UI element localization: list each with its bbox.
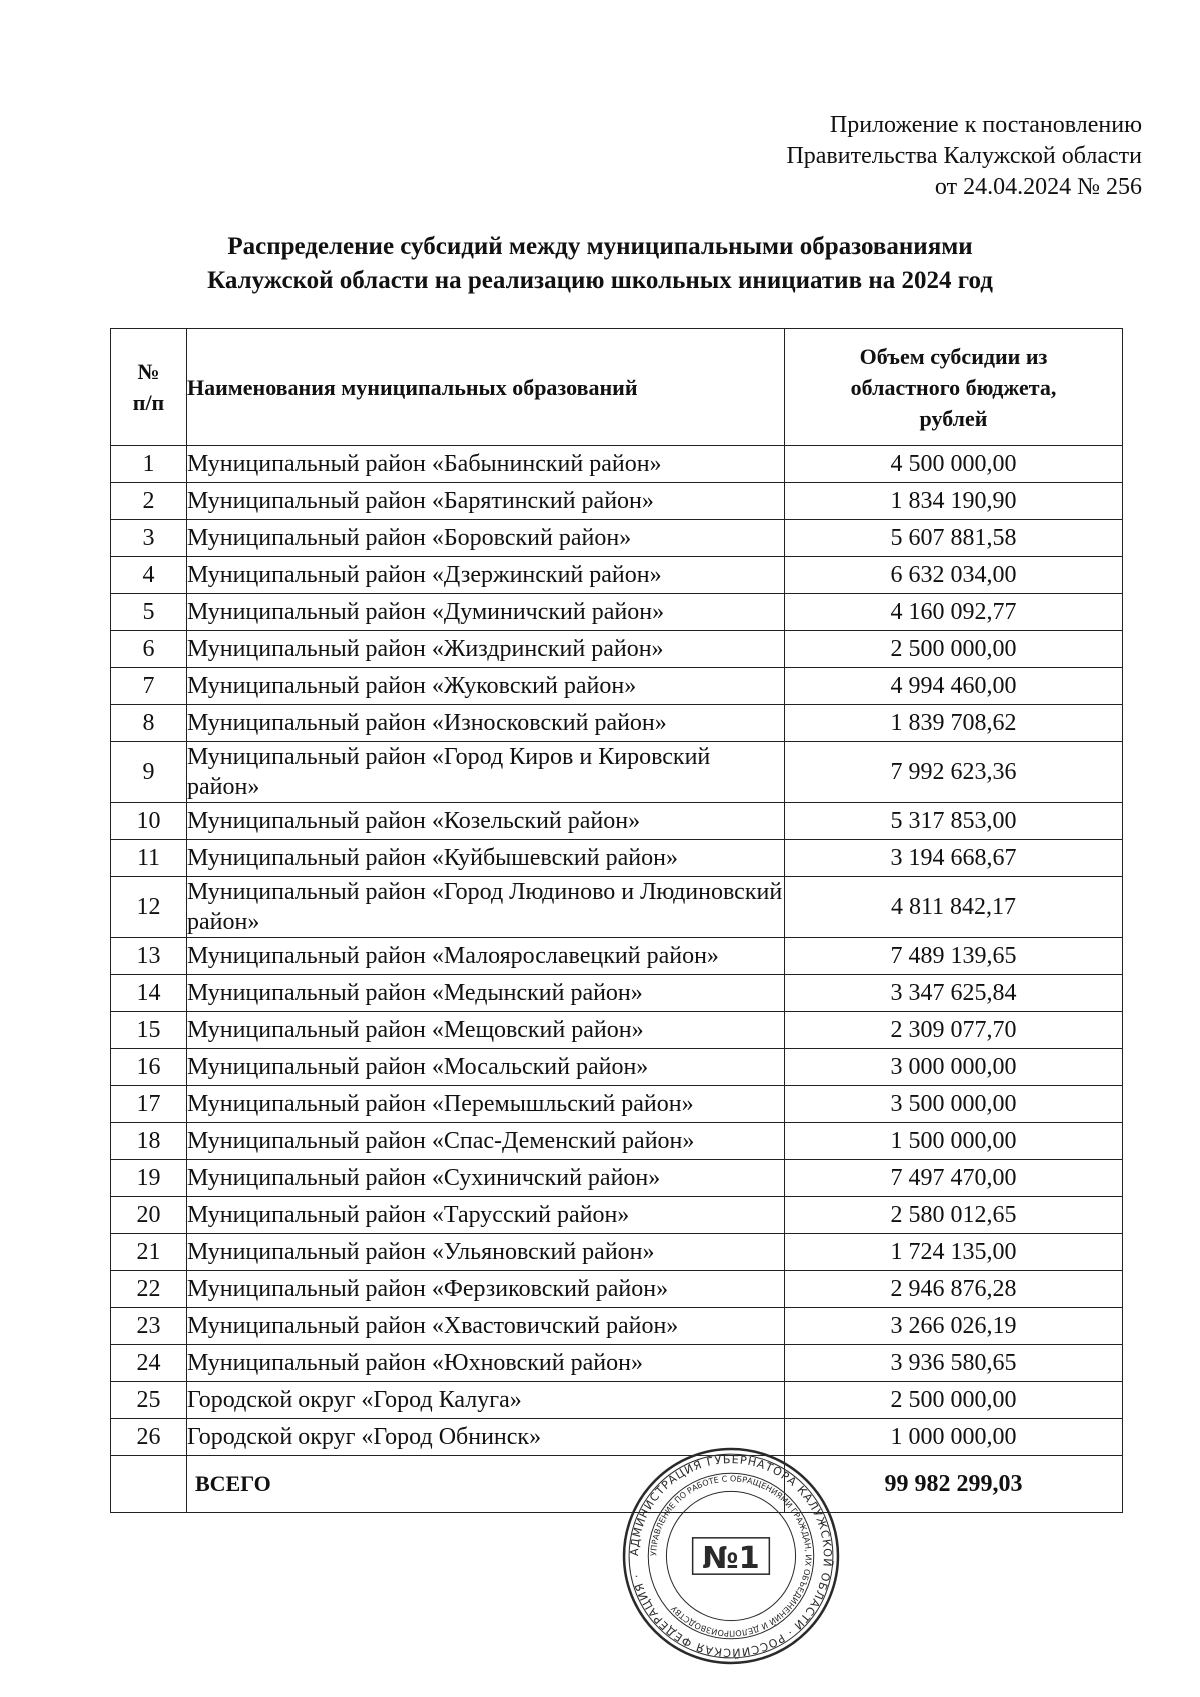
table-row	[111, 1382, 1123, 1419]
table-row	[111, 1086, 1123, 1123]
row-municipality: Муниципальный район «Жуковский район»	[187, 668, 785, 705]
row-amount: 1 724 135,00	[785, 1234, 1123, 1271]
row-municipality: Муниципальный район «Город Киров и Кировский район»	[187, 742, 785, 803]
table-row	[111, 877, 1123, 938]
row-municipality: Муниципальный район «Медынский район»	[187, 975, 785, 1012]
row-amount: 5 317 853,00	[785, 803, 1123, 840]
table-row	[111, 557, 1123, 594]
row-amount: 7 497 470,00	[785, 1160, 1123, 1197]
row-number: 8	[111, 705, 187, 742]
seal-inner-textpath: УПРАВЛЕНИЕ ПО РАБОТЕ С ОБРАЩЕНИЯМИ ГРАЖДАН, ИХ ОБЪЕДИНЕНИЙ И ДЕЛОПРОИЗВОДСТВУ	[649, 1474, 813, 1638]
table-row	[111, 520, 1123, 557]
row-number: 15	[111, 1012, 187, 1049]
row-amount: 1 834 190,90	[785, 483, 1123, 520]
row-amount: 7 992 623,36	[785, 742, 1123, 803]
header-number	[111, 329, 187, 446]
table-row	[111, 1197, 1123, 1234]
total-number	[111, 1456, 187, 1513]
row-municipality: Муниципальный район «Боровский район»	[187, 520, 785, 557]
header-name: Наименования муниципальных образований	[187, 329, 785, 446]
header-number-line-1: №	[137, 359, 160, 384]
row-amount: 2 580 012,65	[785, 1197, 1123, 1234]
row-number: 16	[111, 1049, 187, 1086]
row-number: 19	[111, 1160, 187, 1197]
row-number: 6	[111, 631, 187, 668]
appendix-line-3: от 24.04.2024 № 256	[934, 174, 1142, 200]
row-number: 9	[111, 742, 187, 803]
row-number: 7	[111, 668, 187, 705]
header-amount	[785, 329, 1123, 446]
row-amount: 2 309 077,70	[785, 1012, 1123, 1049]
row-municipality: Городской округ «Город Калуга»	[187, 1382, 785, 1419]
row-municipality: Муниципальный район «Козельский район»	[187, 803, 785, 840]
row-number: 12	[111, 877, 187, 938]
row-municipality: Муниципальный район «Барятинский район»	[187, 483, 785, 520]
row-amount: 3 500 000,00	[785, 1086, 1123, 1123]
row-amount: 4 811 842,17	[785, 877, 1123, 938]
row-number: 22	[111, 1271, 187, 1308]
row-number: 25	[111, 1382, 187, 1419]
row-municipality: Муниципальный район «Бабынинский район»	[187, 446, 785, 483]
table-row	[111, 1160, 1123, 1197]
subsidies-table	[110, 328, 1123, 1513]
row-number: 17	[111, 1086, 187, 1123]
row-amount: 3 000 000,00	[785, 1049, 1123, 1086]
seal-number: №1	[702, 1541, 760, 1577]
row-municipality: Муниципальный район «Дзержинский район»	[187, 557, 785, 594]
row-number: 4	[111, 557, 187, 594]
row-municipality: Муниципальный район «Тарусский район»	[187, 1197, 785, 1234]
table-row	[111, 705, 1123, 742]
row-amount: 1 839 708,62	[785, 705, 1123, 742]
row-municipality: Муниципальный район «Ульяновский район»	[187, 1234, 785, 1271]
total-row	[111, 1456, 1123, 1513]
total-label: ВСЕГО	[187, 1456, 785, 1513]
table-row	[111, 594, 1123, 631]
row-amount: 2 500 000,00	[785, 1382, 1123, 1419]
row-amount: 4 994 460,00	[785, 668, 1123, 705]
appendix-line-2: Правительства Калужской области	[786, 143, 1142, 169]
row-municipality: Муниципальный район «Ферзиковский район»	[187, 1271, 785, 1308]
row-number: 23	[111, 1308, 187, 1345]
document-title	[0, 230, 1200, 298]
row-number: 1	[111, 446, 187, 483]
row-municipality: Муниципальный район «Перемышльский район»	[187, 1086, 785, 1123]
row-number: 21	[111, 1234, 187, 1271]
appendix-header	[786, 110, 1142, 203]
table-row	[111, 1234, 1123, 1271]
row-municipality: Муниципальный район «Хвастовичский район»	[187, 1308, 785, 1345]
row-amount: 2 946 876,28	[785, 1271, 1123, 1308]
row-number: 14	[111, 975, 187, 1012]
table-row	[111, 840, 1123, 877]
row-number: 20	[111, 1197, 187, 1234]
row-municipality: Муниципальный район «Мещовский район»	[187, 1012, 785, 1049]
table-row	[111, 975, 1123, 1012]
row-number: 10	[111, 803, 187, 840]
row-municipality: Муниципальный район «Износковский район»	[187, 705, 785, 742]
row-number: 11	[111, 840, 187, 877]
row-amount: 4 500 000,00	[785, 446, 1123, 483]
row-municipality: Городской округ «Город Обнинск»	[187, 1419, 785, 1456]
row-number: 5	[111, 594, 187, 631]
header-amount-line-3: рублей	[919, 405, 988, 431]
row-municipality: Муниципальный район «Спас-Деменский район»	[187, 1123, 785, 1160]
appendix-line-1: Приложение к постановлению	[829, 112, 1142, 138]
table-row	[111, 631, 1123, 668]
row-number: 24	[111, 1345, 187, 1382]
row-amount: 1 000 000,00	[785, 1419, 1123, 1456]
official-seal	[620, 1445, 842, 1667]
row-amount: 1 500 000,00	[785, 1123, 1123, 1160]
row-municipality: Муниципальный район «Юхновский район»	[187, 1345, 785, 1382]
row-number: 13	[111, 938, 187, 975]
row-amount: 3 347 625,84	[785, 975, 1123, 1012]
table-row	[111, 1049, 1123, 1086]
row-municipality: Муниципальный район «Жиздринский район»	[187, 631, 785, 668]
header-number-line-2: п/п	[132, 390, 165, 415]
row-municipality: Муниципальный район «Куйбышевский район»	[187, 840, 785, 877]
table-row	[111, 803, 1123, 840]
row-amount: 7 489 139,65	[785, 938, 1123, 975]
title-line-2: Калужской области на реализацию школьных инициатив на 2024 год	[207, 267, 993, 294]
row-municipality: Муниципальный район «Думиничский район»	[187, 594, 785, 631]
row-municipality: Муниципальный район «Малоярославецкий район»	[187, 938, 785, 975]
row-number: 3	[111, 520, 187, 557]
table-row	[111, 1271, 1123, 1308]
table-row	[111, 483, 1123, 520]
row-amount: 2 500 000,00	[785, 631, 1123, 668]
table-row	[111, 1012, 1123, 1049]
total-amount: 99 982 299,03	[785, 1456, 1123, 1513]
table-row	[111, 668, 1123, 705]
row-amount: 4 160 092,77	[785, 594, 1123, 631]
table-header-row	[111, 329, 1123, 446]
row-number: 2	[111, 483, 187, 520]
header-amount-line-2: областного бюджета,	[850, 374, 1057, 400]
row-amount: 3 266 026,19	[785, 1308, 1123, 1345]
row-amount: 3 936 580,65	[785, 1345, 1123, 1382]
row-municipality: Муниципальный район «Мосальский район»	[187, 1049, 785, 1086]
table-row	[111, 1345, 1123, 1382]
title-line-1: Распределение субсидий между муниципальными образованиями	[227, 233, 973, 260]
table-row	[111, 1308, 1123, 1345]
table-row	[111, 1123, 1123, 1160]
seal-outer-textpath: АДМИНИСТРАЦИЯ ГУБЕРНАТОРА КАЛУЖСКОЙ ОБЛАСТИ · РОССИЙСКАЯ ФЕДЕРАЦИЯ ·	[628, 1453, 834, 1659]
table-row	[111, 1419, 1123, 1456]
row-amount: 3 194 668,67	[785, 840, 1123, 877]
table-row	[111, 938, 1123, 975]
row-municipality: Муниципальный район «Город Людиново и Людиновский район»	[187, 877, 785, 938]
row-number: 18	[111, 1123, 187, 1160]
row-amount: 6 632 034,00	[785, 557, 1123, 594]
row-municipality: Муниципальный район «Сухиничский район»	[187, 1160, 785, 1197]
row-number: 26	[111, 1419, 187, 1456]
row-amount: 5 607 881,58	[785, 520, 1123, 557]
header-amount-line-1: Объем субсидии из	[859, 343, 1048, 369]
table-row	[111, 446, 1123, 483]
table-row	[111, 742, 1123, 803]
